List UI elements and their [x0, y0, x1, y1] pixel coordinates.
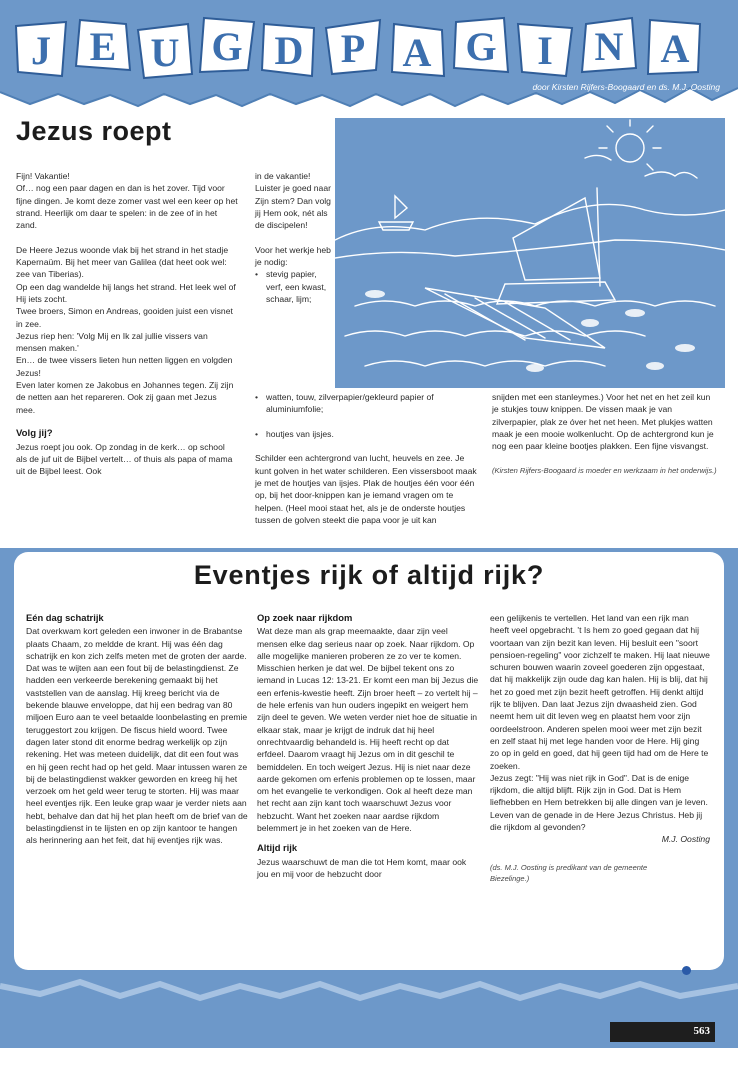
banner-letters — [12, 14, 712, 84]
banner-letter — [516, 20, 574, 85]
svg-text:E: E — [89, 24, 117, 69]
list-item: • houtjes van ijsjes. — [255, 428, 477, 440]
banner-letter — [136, 22, 194, 87]
svg-text:G: G — [465, 24, 497, 69]
banner-letter — [198, 16, 256, 81]
paragraph: Fijn! Vakantie! — [16, 171, 70, 181]
paragraph: Wat deze man als grap meemaakte, daar zijn veel mensen elke dag serieus naar op zoek. Naar rijkdom. Op alle mogelijke manieren proberen ze zo ver te komen. Misschien herken je dat wel. De bijbel tekent ons zo iemand in Lucas 12: 13-21. Er komt een man bij Jezus die een erfenis-kwestie heeft. Zijn broer heeft – zo vertelt hij – de hele erfenis van hun ouders ingepikt en weigert hem zijn deel te geven. We weten verder niet hoe de situatie in elkaar stak, maar je krijgt de indruk dat hij heel onrechtvaardig behandeld is. Hij heeft recht op dat erfdeel. Daarom vraagt hij Jezus om in dit geschil te bemiddelen. En toch weigert Jezus. Hij is niet naar deze aarde gekomen om erfenis problemen op te lossen, maar om het evangelie te verkondigen. Ook al heeft deze man het recht aan zijn kant toch waarschuwt Jezus voor hebzucht. Want het zoeken naar aardse rijkdom belemmert je in het zoeken van de Here. — [257, 626, 479, 834]
article-column-3 — [492, 391, 718, 488]
article2-column-2 — [257, 612, 479, 880]
subheading: Volg jij? — [16, 428, 53, 440]
svg-text:G: G — [211, 24, 243, 69]
svg-text:D: D — [274, 28, 304, 73]
article-column-1 — [16, 170, 238, 477]
paragraph: Jezus zegt: "Hij was niet rijk in God". Dat is de enige rijkdom, die altijd blijft. Rijk zijn in God. Dat is Hem liefhebben en Hem betrekken bij alle dingen van je leven. Leven van de genade in de Here Jezus Christus. Heb jij die rijkdom al gevonden? — [490, 772, 708, 833]
section-title: Eventjes rijk of altijd rijk? — [193, 560, 545, 590]
paragraph: Twee broers, Simon en Andreas, gooiden juist een visnet in zee. — [16, 306, 233, 329]
banner-letter — [646, 18, 704, 83]
paragraph: Jezus roept jou ook. Op zondag in de kerk… op school als de juf uit de Bijbel vertelt… of thuis als papa of mama uit de Bijbel leest. Ook — [16, 441, 233, 477]
article-column-2-wide — [255, 391, 477, 526]
svg-text:A: A — [402, 30, 432, 75]
paragraph: Even later komen ze Jakobus en Johannes tegen. Zij zijn de netten aan het repareren. Ook zij gaan met Jezus mee. — [16, 380, 234, 415]
article-column-2 — [255, 170, 331, 318]
byline: door Kirsten Rijfers-Boogaard en ds. M.J. Oosting — [532, 82, 720, 92]
svg-text:P: P — [340, 26, 366, 71]
banner-letter — [324, 18, 382, 83]
paragraph: Schilder een achtergrond van lucht, heuvels en zee. Je kunt golven in het water schilderen. Een vissersboot maak je met de houtjes van ijsjes. Plak de houtjes één voor één op, bij het door-knippen kan je iemand vragen om te helpen. (Heel mooi staat het, als je de onderste houtjes tussen de golven steekt die papa voor je uit kan — [255, 453, 477, 525]
banner-letter — [388, 22, 446, 87]
paragraph: een gelijkenis te vertellen. Het land van een rijk man heeft veel opgebracht. 't Is hem zo goed gegaan dat hij voortaan van zijn bezit kan leven. Hij besluit een "soort pensioen-regeling" voor zichzelf te maken. Hij laat nieuwe schuren bouwen waarin zoveel goederen zijn opgestaat, dat hij makkelijk zijn oude dag kan halen. Hij is blij, dat hij het zo goed met zijn bezit heeft getroffen. Hij denkt altijd rijk te blijven. Dan laat Jezus zijn dwaasheid zien. God neemt hem uit dit leven weg en plaatst hem voor zijn oordeelstroon. Anderen spelen mooi weer met zijn bezit en zelf staat hij met lege handen voor de Here. Hij ging zo op in geld en goed, dat hij geen tijd had om de Here te zoeken. — [490, 613, 710, 771]
column-heading: Altijd rijk — [257, 842, 298, 854]
svg-text:J: J — [31, 28, 51, 73]
author-note: (ds. M.J. Oosting is predikant van de gemeente Biezelinge.) — [490, 862, 648, 883]
list-item: • watten, touw, zilverpapier/gekleurd papier of aluminiumfolie; — [255, 391, 477, 416]
author-note: (Kirsten Rijfers-Boogaard is moeder en werkzaam in het onderwijs.) — [492, 465, 717, 475]
column-heading: Eén dag schatrijk — [26, 612, 104, 623]
svg-text:I: I — [537, 28, 553, 73]
page-number: 563 — [693, 1025, 710, 1037]
banner-letter — [580, 16, 638, 81]
banner-letter — [260, 20, 318, 85]
banner-letter — [452, 16, 510, 81]
end-mark — [682, 966, 691, 975]
article2-column-1 — [26, 612, 248, 847]
paragraph: Voor het werkje heb je nodig: — [255, 244, 331, 268]
paragraph: Dat overkwam kort geleden een inwoner in de Brabantse plaats Chaam, zo meldde de krant. Hij was één dag schatrijk en kon zich zelfs meten met de groten der aarde. Dat was te wijten aan een fout bij de belastingdienst. Ze hadden een verkeerde berekening gemaakt bij het vaststellen van de aanslag. Hij kreeg bericht via de bekende blauwe enveloppe, dat hij een bedrag van 80 miljoen Euro aan te veel betaalde loonbelasting en premie teruggestort zou krijgen. De fiscus hield woord. Twee dagen later stond dit enorme bedrag werkelijk op zijn rekening. Het was meteen duidelijk, dat dit een fout was en hij geen recht had op het geld. Maar intussen waren ze bij de belastingdienst wakker geworden en kreeg hij het verzoek om het geld weer terug te storten. Hij was maar heel eventjes rijk. Een leuke grap waar je verder niets aan hebt, behalve dan dat hij het plan heeft om de brief van de belastingdienst in te lijsten en op zijn kantoor te hangen als herinnering aan het feit, dat hij eventjes rijk was. — [26, 626, 248, 846]
paragraph: in de vakantie! Luister je goed naar Zijn stem? Dan volg jij Hem ook, nét als de discipelen! — [255, 171, 331, 231]
article2-column-3 — [490, 612, 710, 896]
banner-letter — [74, 16, 132, 81]
paragraph: En… de twee vissers lieten hun netten liggen en volgden Jezus! — [16, 355, 233, 378]
page-title: Jezus roept — [16, 116, 172, 146]
paragraph: Op een dag wandelde hij langs het strand. Het leek wel of Hij iets zocht. — [16, 281, 236, 304]
banner-letter — [12, 20, 70, 85]
svg-text:N: N — [594, 24, 624, 69]
column-heading: Op zoek naar rijkdom — [257, 612, 353, 623]
signature: M.J. Oosting — [661, 834, 710, 845]
paragraph: Jezus waarschuwt de man die tot Hem komt, maar ook jou en mij voor de hebzucht door — [257, 856, 467, 879]
paragraph: Of… nog een paar dagen en dan is het zover. Tijd voor fijne dingen. Je komt deze zomer vast wel een keer op het strand. Heerlijk om daar te spelen: in de zee of in het zand. — [16, 183, 238, 231]
paragraph: snijden met een stanleymes.) Voor het net en het zeil kun je stukjes touw knippen. De vissen maak je van zilverpapier, plak ze óver het net heen. Met plukjes watten maak je een mooie wolkenlucht. Op de achtergrond kun je nog een paar kleine bootjes plakken. Een fijne visvangst. — [492, 392, 714, 452]
list-item: • stevig papier, verf, een kwast, schaar, lijm; — [255, 268, 331, 305]
paragraph: Jezus riep hen: 'Volg Mij en Ik zal jullie vissers van mensen maken.' — [16, 330, 208, 354]
svg-text:A: A — [660, 26, 690, 71]
paragraph: De Heere Jezus woonde vlak bij het strand in het stadje Kapernaüm. Bij het meer van Galilea (dat heet ook wel: zee van Tiberias). — [16, 244, 229, 280]
svg-text:U: U — [150, 30, 180, 75]
fishing-boat-illustration — [335, 118, 725, 388]
